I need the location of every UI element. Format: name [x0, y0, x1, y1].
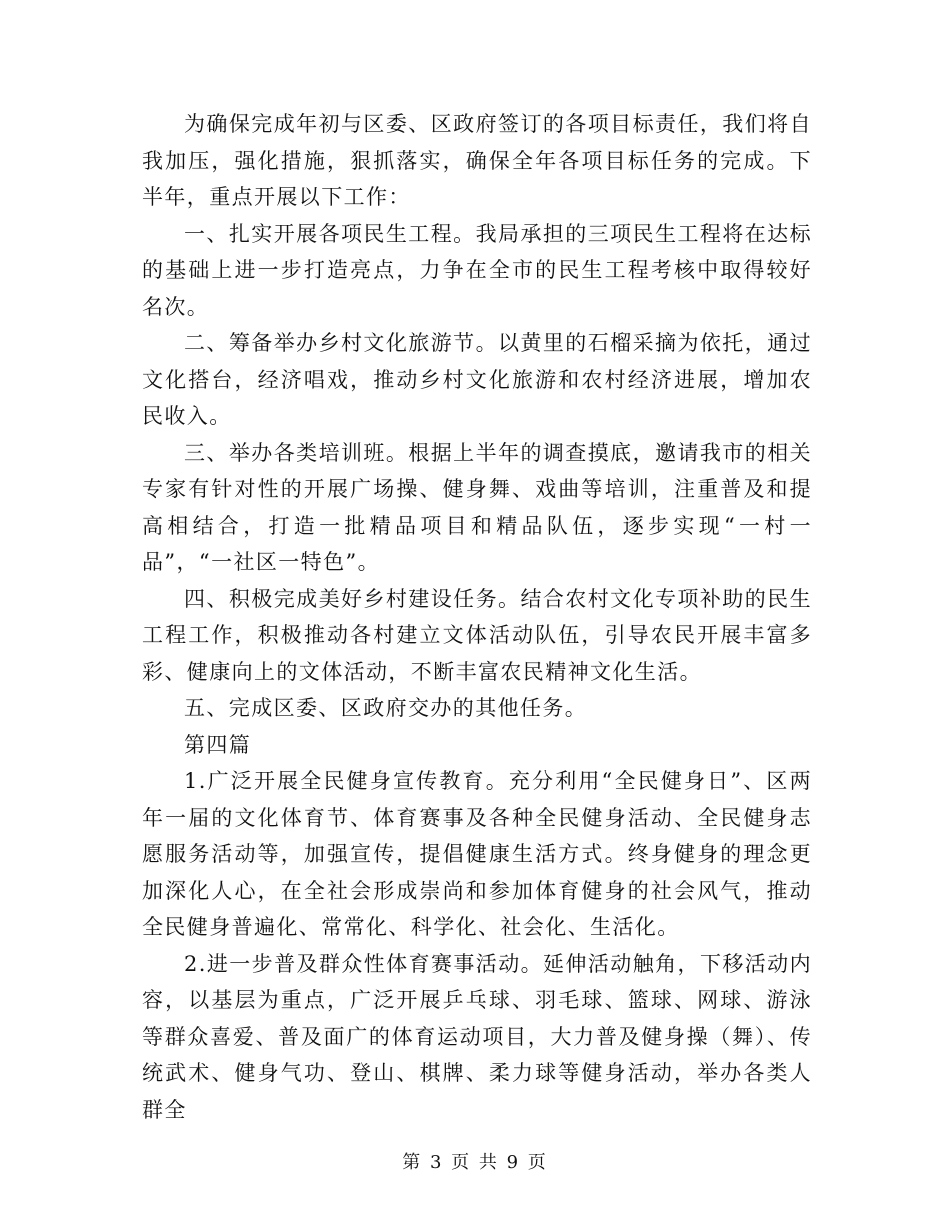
page-footer: 第 3 页 共 9 页	[402, 1152, 548, 1173]
paragraph-item-1: 一、扎实开展各项民生工程。我局承担的三项民生工程将在达标的基础上进一步打造亮点，力争在全市的民生工程考核中取得较好名次。	[142, 221, 812, 319]
paragraph-item-3: 三、举办各类培训班。根据上半年的调查摸底，邀请我市的相关专家有针对性的开展广场操、健身舞、戏曲等培训，注重普及和提高相结合，打造一批精品项目和精品队伍，逐步实现“一村一品”，“一社区一特色”。	[142, 440, 812, 574]
paragraph-item-2: 二、筹备举办乡村文化旅游节。以黄里的石榴采摘为依托，通过文化搭台，经济唱戏，推动乡村文化旅游和农村经济进展，增加农民收入。	[142, 331, 812, 428]
paragraph-point-1: 1.广泛开展全民健身宣传教育。充分利用“全民健身日”、区两年一届的文化体育节、体育赛事及各种全民健身活动、全民健身志愿服务活动等，加强宣传，提倡健康生活方式。终身健身的理念更加深化人心，在全社会形成崇尚和参加体育健身的社会风气，推动全民健身普遍化、常常化、科学化、社会化、生活化。	[142, 769, 812, 939]
paragraph-intro: 为确保完成年初与区委、区政府签订的各项目标责任，我们将自我加压，强化措施，狠抓落实，确保全年各项目标任务的完成。下半年，重点开展以下工作：	[142, 112, 812, 209]
paragraph-item-4: 四、积极完成美好乡村建设任务。结合农村文化专项补助的民生工程工作，积极推动各村建立文体活动队伍，引导农民开展丰富多彩、健康向上的文体活动，不断丰富农民精神文化生活。	[142, 586, 812, 684]
document-body	[142, 106, 812, 1128]
paragraph-item-5: 五、完成区委、区政府交办的其他任务。	[184, 696, 588, 720]
section-heading: 第四篇	[184, 732, 252, 757]
paragraph-point-2: 2.进一步普及群众性体育赛事活动。延伸活动触角，下移活动内容，以基层为重点，广泛开展乒乓球、羽毛球、篮球、网球、游泳等群众喜爱、普及面广的体育运动项目，大力普及健身操（舞）、传统武术、健身气功、登山、棋牌、柔力球等健身活动，举办各类人群全	[142, 951, 812, 1122]
